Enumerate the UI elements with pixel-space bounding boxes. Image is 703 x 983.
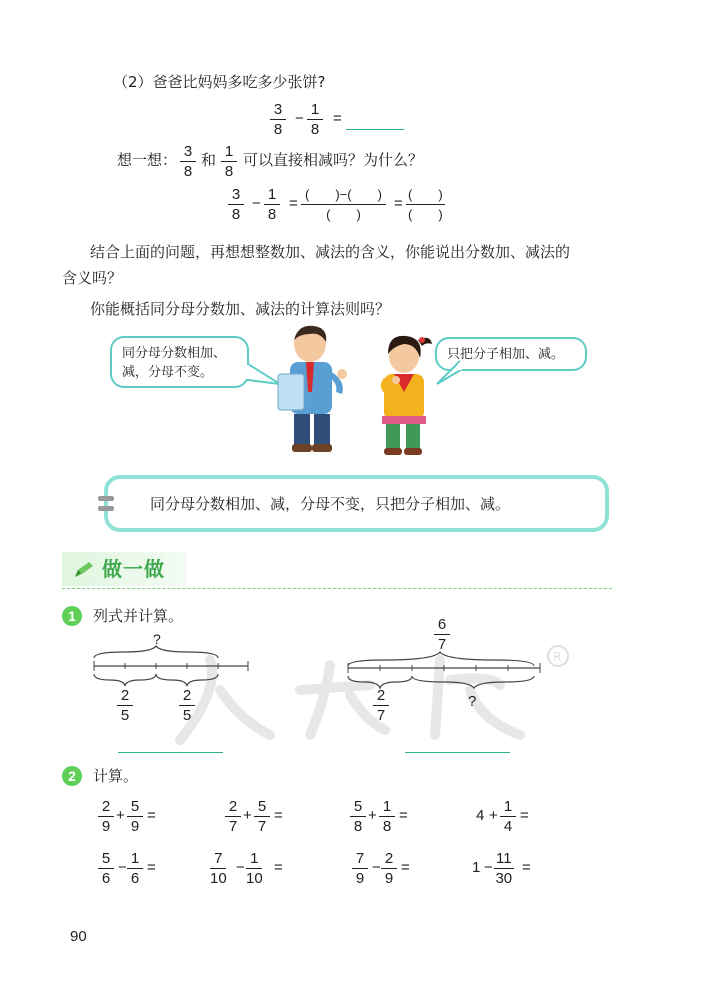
exercise-title: 计算。 bbox=[93, 767, 139, 785]
bubble-text: 只把分子相加、减。 bbox=[447, 347, 565, 362]
think-and: 和 bbox=[201, 151, 217, 169]
blank-fraction[interactable]: ( ) ( ) bbox=[408, 187, 443, 222]
equals-sign: = bbox=[147, 859, 156, 876]
exercise-number-badge: 2 bbox=[62, 766, 82, 786]
equals-sign: = bbox=[147, 807, 156, 824]
fraction: $\frac{2}{7}$ bbox=[373, 687, 389, 724]
equals-sign: = bbox=[399, 807, 408, 824]
think-question: 可以直接相减吗？为什么？ bbox=[243, 151, 424, 169]
question-mark: ? bbox=[153, 631, 161, 647]
minus-sign: − bbox=[484, 859, 493, 876]
fraction: $\frac{2}{5}$ bbox=[117, 687, 133, 724]
minus-sign: − bbox=[236, 859, 245, 876]
boy-illustration bbox=[268, 322, 358, 454]
fraction: $\frac{2}{9}$ bbox=[98, 798, 114, 835]
fraction: $\frac{5}{9}$ bbox=[127, 798, 143, 835]
rule-marker-icon bbox=[96, 493, 118, 515]
question-text: （2）爸爸比妈妈多吃多少张饼? bbox=[113, 73, 326, 91]
fraction: $\frac{2}{9}$ bbox=[381, 850, 397, 887]
fraction: $\frac{6}{7}$ bbox=[434, 616, 450, 653]
answer-blank[interactable] bbox=[405, 752, 510, 753]
equals-sign: = bbox=[274, 807, 283, 824]
number-line-left bbox=[90, 630, 260, 690]
page-number: 90 bbox=[70, 928, 87, 945]
svg-text:R: R bbox=[553, 650, 562, 664]
bubble-text: 减，分母不变。 bbox=[122, 365, 214, 380]
whole-number: 1 bbox=[472, 859, 481, 876]
paragraph-line: 你能概括同分母分数加、减法的计算法则吗？ bbox=[90, 300, 391, 318]
equals-sign: = bbox=[274, 859, 283, 876]
equals-sign: = bbox=[289, 195, 298, 212]
exercise-title: 列式并计算。 bbox=[93, 607, 184, 625]
boy-speech-bubble bbox=[110, 336, 249, 388]
whole-number: 4 bbox=[476, 807, 485, 824]
rule-text: 同分母分数相加、减，分母不变，只把分子相加、减。 bbox=[150, 495, 511, 513]
fraction: $\frac{1}{8}$ bbox=[379, 798, 395, 835]
minus-sign: − bbox=[118, 859, 127, 876]
exercise-number-badge: 1 bbox=[62, 606, 82, 626]
fraction: $\frac{1}{8}$ bbox=[264, 186, 280, 223]
minus-sign: − bbox=[295, 110, 304, 127]
equals-sign: = bbox=[522, 859, 531, 876]
fraction: $\frac{1}{6}$ bbox=[127, 850, 143, 887]
equals-sign: = bbox=[394, 195, 403, 212]
girl-illustration bbox=[370, 330, 440, 456]
fraction: $\frac{2}{7}$ bbox=[225, 798, 241, 835]
fraction: $\frac{7}{9}$ bbox=[352, 850, 368, 887]
minus-sign: − bbox=[252, 195, 261, 212]
fraction: $\frac{3}{8}$ bbox=[270, 101, 286, 138]
paragraph-line: 结合上面的问题，再想想整数加、减法的含义，你能说出分数加、减法的 bbox=[90, 243, 571, 261]
bubble-text: 同分母分数相加、 bbox=[122, 346, 227, 361]
fraction: $\frac{1}{10}$ bbox=[246, 850, 263, 887]
fraction: $\frac{5}{8}$ bbox=[350, 798, 366, 835]
section-divider bbox=[62, 588, 612, 589]
section-title: 做一做 bbox=[102, 557, 165, 581]
think-label: 想一想： bbox=[117, 151, 178, 169]
fraction: $\frac{5}{7}$ bbox=[254, 798, 270, 835]
equals-sign: = bbox=[333, 110, 342, 127]
fraction: $\frac{7}{10}$ bbox=[210, 850, 227, 887]
fraction: $\frac{2}{5}$ bbox=[179, 687, 195, 724]
equals-sign: = bbox=[520, 807, 529, 824]
question-mark: ? bbox=[468, 693, 477, 710]
plus-sign: + bbox=[489, 807, 498, 824]
plus-sign: + bbox=[116, 807, 125, 824]
plus-sign: + bbox=[368, 807, 377, 824]
fraction: $\frac{1}{4}$ bbox=[500, 798, 516, 835]
blank-fraction[interactable]: ( )−( ) ( ) bbox=[301, 186, 386, 223]
plus-sign: + bbox=[243, 807, 252, 824]
pencil-icon bbox=[72, 560, 96, 580]
paragraph-line: 含义吗？ bbox=[62, 269, 123, 287]
fraction: $\frac{1}{8}$ bbox=[307, 101, 323, 138]
fraction: $\frac{11}{30}$ bbox=[495, 850, 513, 887]
fraction: $\frac{3}{8}$ bbox=[180, 143, 196, 180]
fraction: $\frac{5}{6}$ bbox=[98, 850, 114, 887]
equals-sign: = bbox=[401, 859, 410, 876]
answer-blank[interactable] bbox=[346, 129, 404, 130]
minus-sign: − bbox=[372, 859, 381, 876]
answer-blank[interactable] bbox=[118, 752, 223, 753]
fraction: $\frac{3}{8}$ bbox=[228, 186, 244, 223]
fraction: $\frac{1}{8}$ bbox=[221, 143, 237, 180]
